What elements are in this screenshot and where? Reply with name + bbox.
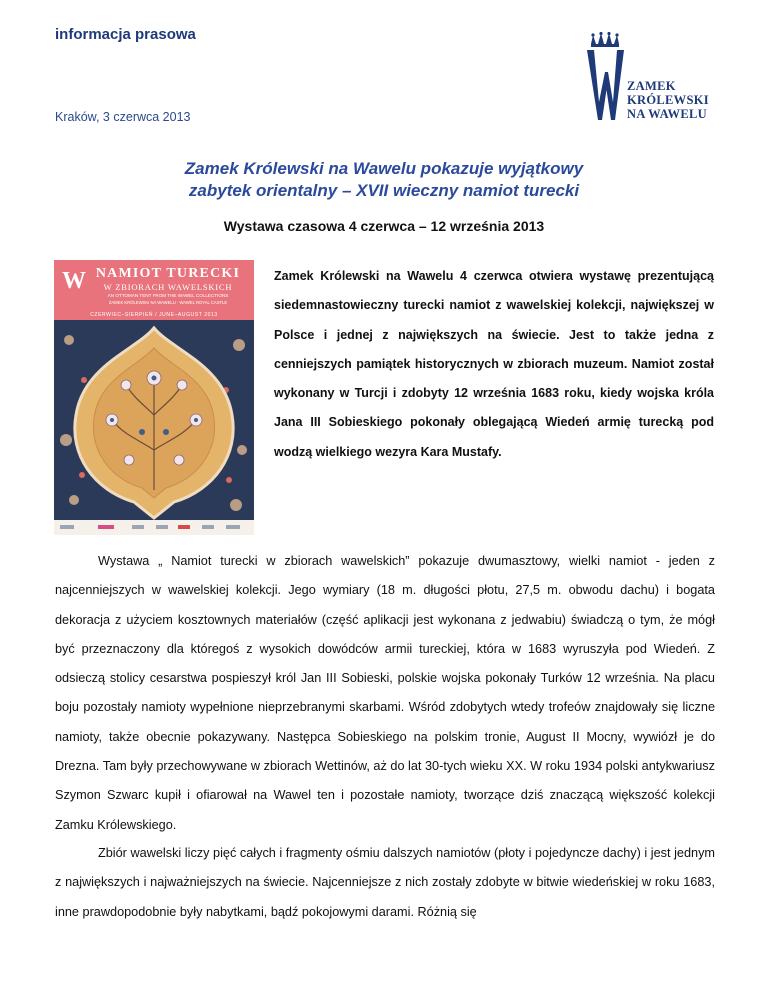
sponsor-logo-3	[132, 525, 144, 529]
body-paragraph-2: Zbiór wawelski liczy pięć całych i fragmenty ośmiu dalszych namiotów (płoty i pojedyncze dachy) i jest jednym z największych i najważniejszych na świecie. Najcenniejsze z nich zostały zdobyte w bitwie wiedeńskiej w roku 1683, inne prawdopodobnie były nabytkami, bądź pokojowymi darami. Różnią się	[55, 846, 715, 919]
poster-sponsor-strip	[54, 520, 254, 535]
crown-w-emblem-icon	[582, 32, 632, 122]
logo-line-3: NA WAWELU	[627, 107, 707, 121]
logo-line-2: KRÓLEWSKI	[627, 93, 709, 107]
sponsor-logo-6	[202, 525, 214, 529]
exhibition-poster-image	[54, 260, 254, 535]
poster-english-title: AN OTTOMAN TENT FROM THE WAWEL COLLECTIONS	[107, 293, 229, 298]
sponsor-logo-5	[178, 525, 190, 529]
tent-ornament-artwork	[54, 320, 254, 520]
intro-paragraph: Zamek Królewski na Wawelu 4 czerwca otwiera wystawę prezentującą siedemnastowieczny turecki namiot z wawelskiej kolekcji, największej w Polsce i jednej z największych na świecie. Jest to także jedna z cenniejszych pamiątek historycznych w zbiorach muzeum. Namiot został wykonany w Turcji i zdobyty 12 września 1683 roku, kiedy wojska króla Jana III Sobieskiego pokonały oblegającą Wiedeń armię turecką pod wodzą wielkiego wezyra Kara Mustafy.	[274, 269, 714, 459]
press-release-title	[0, 158, 768, 202]
poster-w-mark: W	[62, 268, 86, 294]
sponsor-logo-2	[98, 525, 114, 529]
exhibition-dates-subtitle: Wystawa czasowa 4 czerwca – 12 września 2013	[223, 218, 545, 234]
poster-dates: CZERWIEC–SIERPIEŃ / JUNE–AUGUST 2013	[90, 312, 218, 318]
wawel-castle-logo	[582, 32, 717, 122]
poster-title: NAMIOT TURECKI	[95, 266, 241, 281]
place-and-date: Kraków, 3 czerwca 2013	[55, 110, 191, 124]
sponsor-logo-1	[60, 525, 74, 529]
poster-subtitle: W ZBIORACH WAWELSKICH	[103, 282, 233, 292]
logo-line-1: ZAMEK	[627, 79, 676, 93]
title-line-2: zabytek orientalny – XVII wieczny namiot turecki	[188, 181, 580, 200]
body-paragraph-1: Wystawa „ Namiot turecki w zbiorach wawelskich” pokazuje dwumasztowy, wielki namiot - jeden z najcenniejszych w wawelskiej kolekcji. Jego wymiary (18 m. długości płotu, 27,5 m. obwodu dachu) i bogata dekoracja z użyciem kosztownych materiałów (część aplikacji jest wykonana z jedwabiu) świadczą o tym, że mógł być przeznaczony dla któregoś z wysokich dowódców armii tureckiej, która w 1683 wyruszyła pod Wiedeń. Z odsieczą stolicy cesarstwa pospieszył król Jan III Sobieski, polskie wojska pokonały Turków 12 września. Na placu boju pozostały namioty wypełnione nieprzebranymi skarbami. Wśród zdobytych wtedy trofeów znajdowały się liczne namioty, także obecnie pokazywany. Następca Sobieskiego na polskim tronie, August II Mocny, wywiózł je do Drezna. Tam były przechowywane w zbiorach Wettinów, aż do lat 30-tych wieku XX. W roku 1934 polski antykwariusz Szymon Szwarc kupił i ofiarował na Wawel ten i pozostałe namioty, tworzące dziś znaczącą większość kolekcji Zamku Królewskiego.	[55, 554, 715, 832]
poster-organizer: ZAMEK KRÓLEWSKI NA WAWELU · WAWEL ROYAL CASTLE	[108, 300, 228, 305]
title-line-1: Zamek Królewski na Wawelu pokazuje wyjątkowy	[184, 159, 584, 178]
sponsor-logo-4	[156, 525, 168, 529]
document-type-label: informacja prasowa	[55, 26, 196, 43]
sponsor-logo-7	[226, 525, 240, 529]
logo-wordmark	[627, 79, 709, 121]
